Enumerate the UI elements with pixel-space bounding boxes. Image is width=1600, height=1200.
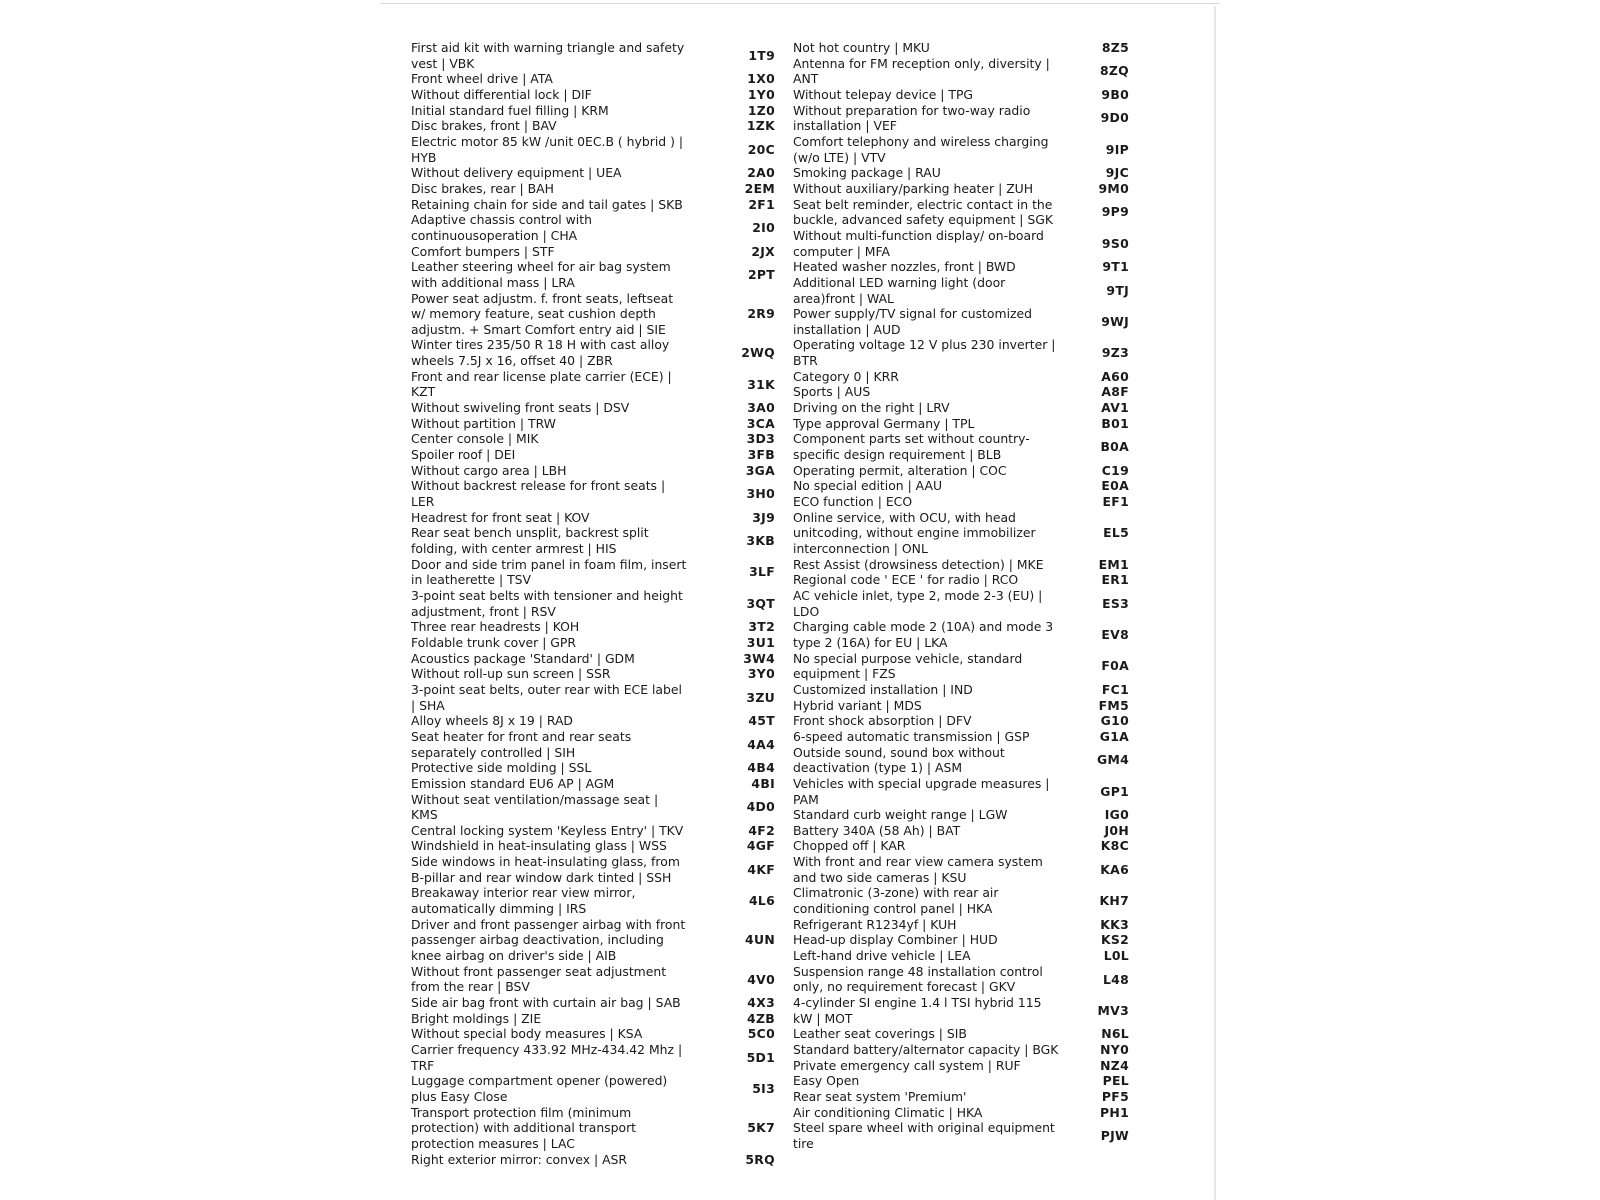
equipment-entry [411, 823, 783, 839]
equipment-entry [793, 588, 1181, 619]
equipment-entry [411, 619, 783, 635]
equipment-description: Operating voltage 12 V plus 230 inverter | BTR [793, 337, 1056, 369]
equipment-code: 5I3 [752, 1081, 775, 1097]
equipment-description: Without preparation for two-way radio installation | VEF [793, 102, 1031, 134]
equipment-entry [793, 838, 1181, 854]
equipment-entry [411, 557, 783, 588]
equipment-code: PJW [1100, 1128, 1129, 1144]
equipment-entry [793, 1026, 1181, 1042]
equipment-description: Bright moldings | ZIE [411, 1010, 542, 1026]
left-column [411, 40, 783, 1167]
equipment-code: A60 [1101, 368, 1129, 384]
equipment-entry [793, 431, 1181, 462]
equipment-description: Suspension range 48 installation control only, no requirement forecast | GKV [793, 963, 1043, 995]
equipment-code: 3D3 [746, 431, 775, 447]
equipment-description: Not hot country | MKU [793, 40, 930, 55]
equipment-entry [411, 337, 783, 368]
equipment-entry [411, 1042, 783, 1073]
equipment-entry [793, 948, 1181, 964]
equipment-description: Side windows in heat-insulating glass, from B-pillar and rear window dark tinted | SSH [411, 854, 680, 885]
equipment-description: Leather steering wheel for air bag system with additional mass | LRA [411, 259, 671, 290]
equipment-entry [411, 103, 783, 119]
equipment-code: C19 [1101, 462, 1129, 478]
equipment-code: 1ZK [746, 118, 775, 134]
equipment-entry [411, 291, 783, 338]
equipment-code: 3GA [745, 462, 775, 478]
equipment-entry [411, 463, 783, 479]
equipment-code: L48 [1102, 971, 1129, 987]
equipment-code: F0A [1101, 658, 1129, 674]
equipment-code: 3A0 [747, 400, 775, 416]
equipment-description: Windshield in heat-insulating glass | WSS [411, 838, 667, 854]
equipment-entry [793, 400, 1181, 416]
equipment-description: Type approval Germany | TPL [793, 415, 975, 431]
equipment-code: 4V0 [747, 971, 775, 987]
equipment-description: Without cargo area | LBH [411, 462, 567, 478]
equipment-description: Component parts set without country-specific design requirement | BLB [793, 431, 1030, 463]
equipment-code: PEL [1102, 1073, 1129, 1089]
equipment-code: 5C0 [747, 1026, 775, 1042]
equipment-description: 6-speed automatic transmission | GSP [793, 728, 1030, 744]
equipment-entry [411, 917, 783, 964]
equipment-entry [793, 729, 1181, 745]
equipment-description: Retaining chain for side and tail gates | SKB [411, 196, 683, 212]
equipment-entry [793, 165, 1181, 181]
equipment-entry [411, 885, 783, 916]
equipment-entry [411, 792, 783, 823]
equipment-description: Breakaway interior rear view mirror, automatically dimming | IRS [411, 885, 636, 917]
equipment-entry [793, 228, 1181, 259]
equipment-entry [793, 1089, 1181, 1105]
equipment-code: 5D1 [746, 1049, 775, 1065]
equipment-entry [411, 760, 783, 776]
equipment-code: 3CA [746, 415, 775, 431]
equipment-entry [793, 776, 1181, 807]
equipment-description: Power supply/TV signal for customized installation | AUD [793, 306, 1033, 337]
equipment-description: Climatronic (3-zone) with rear air conditioning control panel | HKA [793, 885, 999, 917]
equipment-entry [793, 1105, 1181, 1121]
equipment-description: Comfort bumpers | STF [411, 243, 555, 259]
equipment-entry [793, 572, 1181, 588]
equipment-description: Easy Open [793, 1073, 860, 1089]
equipment-code: KS2 [1100, 932, 1129, 948]
equipment-entry [793, 463, 1181, 479]
equipment-description: Electric motor 85 kW /unit 0EC.B ( hybrid ) | HYB [411, 133, 684, 165]
equipment-code: 4X3 [747, 995, 775, 1011]
equipment-entry [793, 103, 1181, 134]
equipment-code: 4BI [751, 775, 775, 791]
equipment-code: 3J9 [752, 509, 775, 525]
equipment-entry [411, 244, 783, 260]
equipment-entry [411, 854, 783, 885]
equipment-entry [411, 447, 783, 463]
equipment-description: Left-hand drive vehicle | LEA [793, 948, 971, 964]
equipment-entry [411, 1073, 783, 1104]
page-top-edge [380, 3, 1220, 4]
equipment-entry [411, 181, 783, 197]
equipment-description: Comfort telephony and wireless charging (w/o LTE) | VTV [793, 133, 1049, 165]
equipment-description: Outside sound, sound box without deactivation (type 1) | ASM [793, 744, 1005, 776]
equipment-code: 9Z3 [1101, 345, 1129, 361]
equipment-code: 1T9 [748, 47, 775, 63]
equipment-code: KA6 [1100, 861, 1129, 877]
equipment-code: GP1 [1100, 783, 1129, 799]
equipment-code: AV1 [1101, 400, 1129, 416]
equipment-code: 2A0 [747, 165, 775, 181]
equipment-code: A8F [1101, 384, 1129, 400]
equipment-description: Acoustics package 'Standard' | GDM [411, 650, 635, 666]
equipment-code: 3U1 [746, 634, 775, 650]
equipment-description: First aid kit with warning triangle and safety vest | VBK [411, 40, 685, 71]
equipment-entry [793, 478, 1181, 494]
equipment-entry [411, 134, 783, 165]
equipment-description: Antenna for FM reception only, diversity | ANT [793, 55, 1050, 87]
equipment-description: Without delivery equipment | UEA [411, 165, 622, 181]
equipment-description: Winter tires 235/50 R 18 H with cast alloy wheels 7.5J x 16, offset 40 | ZBR [411, 337, 670, 369]
equipment-code: 4GF [746, 838, 775, 854]
equipment-entry [411, 666, 783, 682]
equipment-description: Initial standard fuel filling | KRM [411, 102, 609, 118]
equipment-entry [793, 416, 1181, 432]
equipment-description: Driving on the right | LRV [793, 400, 950, 416]
equipment-description: Sports | AUS [793, 384, 871, 400]
right-column [793, 40, 1181, 1152]
equipment-code: 3T2 [748, 619, 775, 635]
equipment-description: Hybrid variant | MDS [793, 697, 922, 713]
equipment-description: Front shock absorption | DFV [793, 713, 972, 729]
equipment-description: Side air bag front with curtain air bag | SAB [411, 995, 681, 1011]
equipment-description: Luggage compartment opener (powered) plus Easy Close [411, 1073, 668, 1104]
equipment-code: G10 [1100, 713, 1129, 729]
equipment-code: KK3 [1100, 916, 1129, 932]
equipment-code: E0A [1101, 478, 1129, 494]
equipment-code: 1Z0 [747, 102, 775, 118]
equipment-code: ER1 [1101, 572, 1129, 588]
equipment-entry [793, 369, 1181, 385]
equipment-description: Central locking system 'Keyless Entry' | TKV [411, 822, 684, 838]
equipment-entry [793, 854, 1181, 885]
equipment-description: Rear seat system 'Premium' [793, 1088, 967, 1104]
equipment-code: 4ZB [747, 1010, 775, 1026]
equipment-entry [411, 588, 783, 619]
equipment-entry [411, 369, 783, 400]
equipment-entry [793, 885, 1181, 916]
equipment-description: Power seat adjustm. f. front seats, leftseat w/ memory feature, seat cushion depth adjustm. + Smart Comfort entry aid | SIE [411, 290, 674, 337]
equipment-entry [411, 1105, 783, 1152]
equipment-code: PH1 [1100, 1104, 1129, 1120]
equipment-description: Without swiveling front seats | DSV [411, 400, 630, 416]
equipment-description: Adaptive chassis control with continuousoperation | CHA [411, 212, 592, 243]
equipment-code: 3KB [746, 533, 775, 549]
equipment-description: Carrier frequency 433.92 MHz-434.42 Mhz | TRF [411, 1042, 683, 1073]
equipment-description: Regional code ' ECE ' for radio | RCO [793, 572, 1019, 588]
equipment-entry [411, 682, 783, 713]
equipment-description: Online service, with OCU, with head unitcoding, without engine immobilizer interconnection | ONL [793, 509, 1036, 556]
equipment-code: 9D0 [1100, 110, 1129, 126]
equipment-entry [793, 494, 1181, 510]
equipment-entry [793, 713, 1181, 729]
equipment-entry [411, 510, 783, 526]
equipment-code: 9M0 [1098, 180, 1129, 196]
equipment-description: Right exterior mirror: convex | ASR [411, 1151, 628, 1167]
equipment-description: Disc brakes, rear | BAH [411, 180, 554, 196]
equipment-code: 2EM [744, 180, 775, 196]
equipment-code: 45T [748, 713, 775, 729]
page-right-edge [1214, 6, 1216, 1200]
equipment-code: 2JX [751, 243, 775, 259]
equipment-entry [793, 259, 1181, 275]
equipment-description: Emission standard EU6 AP | AGM [411, 775, 615, 791]
equipment-description: 4-cylinder SI engine 1.4 l TSI hybrid 115 kW | MOT [793, 995, 1042, 1026]
equipment-code: G1A [1099, 728, 1129, 744]
equipment-description: Without seat ventilation/massage seat | KMS [411, 791, 659, 823]
equipment-entry [411, 165, 783, 181]
equipment-entry [411, 71, 783, 87]
equipment-code: EV8 [1101, 627, 1129, 643]
equipment-code: 8Z5 [1101, 40, 1129, 55]
equipment-description: Spoiler roof | DEI [411, 447, 516, 463]
equipment-description: Charging cable mode 2 (10A) and mode 3 type 2 (16A) for EU | LKA [793, 619, 1054, 650]
equipment-entry [411, 400, 783, 416]
equipment-description: Foldable trunk cover | GPR [411, 634, 576, 650]
equipment-description: Without roll-up sun screen | SSR [411, 666, 611, 682]
equipment-entry [793, 651, 1181, 682]
equipment-code: EL5 [1103, 525, 1129, 541]
equipment-code: GM4 [1096, 752, 1129, 768]
equipment-entry [793, 87, 1181, 103]
equipment-entry [411, 964, 783, 995]
equipment-description: Without backrest release for front seats | LER [411, 478, 666, 510]
equipment-code: 4D0 [746, 799, 775, 815]
equipment-code: 2WQ [741, 345, 775, 361]
equipment-description: Seat belt reminder, electric contact in the buckle, advanced safety equipment | SGK [793, 196, 1053, 228]
equipment-entry [793, 995, 1181, 1026]
equipment-code: KH7 [1099, 893, 1129, 909]
equipment-code: 9T1 [1102, 259, 1129, 275]
equipment-description: Center console | MIK [411, 431, 539, 447]
equipment-description: Three rear headrests | KOH [411, 619, 580, 635]
equipment-description: Head-up display Combiner | HUD [793, 932, 998, 948]
equipment-description: Headrest for front seat | KOV [411, 509, 590, 525]
equipment-entry [793, 134, 1181, 165]
equipment-entry [793, 510, 1181, 557]
equipment-entry [411, 1152, 783, 1168]
equipment-description: Rest Assist (drowsiness detection) | MKE [793, 556, 1044, 572]
equipment-description: Private emergency call system | RUF [793, 1057, 1021, 1073]
equipment-description: AC vehicle inlet, type 2, mode 2-3 (EU) | LDO [793, 587, 1043, 619]
equipment-description: Heated washer nozzles, front | BWD [793, 259, 1016, 275]
equipment-code: 4B4 [747, 760, 775, 776]
equipment-entry [411, 40, 783, 71]
equipment-code: 1X0 [747, 71, 775, 87]
equipment-description: Without multi-function display/ on-board computer | MFA [793, 227, 1044, 259]
equipment-description: Standard battery/alternator capacity | BGK [793, 1042, 1059, 1057]
equipment-description: Leather seat coverings | SIB [793, 1026, 967, 1042]
equipment-code: PF5 [1101, 1088, 1129, 1104]
equipment-description: Battery 340A (58 Ah) | BAT [793, 822, 961, 838]
equipment-code: 3H0 [746, 486, 775, 502]
equipment-entry [411, 713, 783, 729]
equipment-entry [411, 212, 783, 243]
equipment-description: Standard curb weight range | LGW [793, 807, 1008, 823]
equipment-code: 2F1 [748, 196, 775, 212]
equipment-code: 9P9 [1101, 204, 1129, 220]
equipment-entry [793, 1073, 1181, 1089]
equipment-entry [411, 431, 783, 447]
equipment-description: Operating permit, alteration | COC [793, 462, 1007, 478]
equipment-code: 9IP [1105, 141, 1129, 157]
equipment-code: 3ZU [746, 689, 775, 705]
equipment-code: 3W4 [743, 650, 775, 666]
equipment-code: EM1 [1098, 556, 1129, 572]
equipment-description: Door and side trim panel in foam film, insert in leatherette | TSV [411, 556, 687, 588]
equipment-description: Additional LED warning light (door area)front | WAL [793, 274, 1006, 306]
equipment-entry [793, 964, 1181, 995]
equipment-code: EF1 [1102, 494, 1129, 510]
equipment-code: 5RQ [745, 1151, 775, 1167]
equipment-code: 9TJ [1106, 282, 1129, 298]
equipment-entry [793, 807, 1181, 823]
equipment-description: Disc brakes, front | BAV [411, 118, 557, 134]
equipment-entry [793, 337, 1181, 368]
equipment-description: With front and rear view camera system and two side cameras | KSU [793, 854, 1043, 885]
equipment-entry [793, 197, 1181, 228]
equipment-entry [411, 1011, 783, 1027]
equipment-code: ES3 [1102, 595, 1129, 611]
equipment-code: 2PT [747, 267, 775, 283]
equipment-code: 3FB [747, 447, 775, 463]
equipment-description: Vehicles with special upgrade measures | PAM [793, 775, 1050, 807]
equipment-entry [411, 838, 783, 854]
equipment-entry [793, 557, 1181, 573]
equipment-description: Air conditioning Climatic | HKA [793, 1104, 983, 1120]
equipment-description: Category 0 | KRR [793, 368, 899, 384]
equipment-description: Front wheel drive | ATA [411, 71, 553, 87]
equipment-entry [793, 823, 1181, 839]
equipment-entry [411, 416, 783, 432]
equipment-description: Smoking package | RAU [793, 165, 941, 181]
equipment-code: 5K7 [747, 1120, 775, 1136]
equipment-code: 9S0 [1101, 235, 1129, 251]
equipment-description: Rear seat bench unsplit, backrest split folding, with center armrest | HIS [411, 525, 649, 556]
equipment-code: 3LF [749, 564, 775, 580]
equipment-entry [793, 932, 1181, 948]
equipment-entry [793, 619, 1181, 650]
equipment-description: Without auxiliary/parking heater | ZUH [793, 180, 1034, 196]
equipment-entry [411, 729, 783, 760]
equipment-entry [793, 56, 1181, 87]
equipment-entry [411, 259, 783, 290]
equipment-entry [793, 40, 1181, 56]
equipment-code: 2R9 [747, 306, 775, 322]
equipment-code: NZ4 [1100, 1057, 1129, 1073]
equipment-entry [411, 995, 783, 1011]
equipment-entry [793, 682, 1181, 698]
equipment-code: 9JC [1105, 165, 1129, 181]
equipment-code: 2I0 [752, 220, 775, 236]
equipment-code: 4KF [747, 861, 775, 877]
equipment-code: 20C [747, 141, 775, 157]
equipment-code: 8ZQ [1099, 63, 1129, 79]
equipment-code: N6L [1101, 1026, 1129, 1042]
equipment-code: MV3 [1097, 1002, 1129, 1018]
equipment-code: L0L [1103, 948, 1129, 964]
equipment-description: Driver and front passenger airbag with front passenger airbag deactivation, including knee airbag on driver's side | AIB [411, 916, 686, 964]
equipment-code: 3QT [746, 595, 775, 611]
equipment-description: Alloy wheels 8J x 19 | RAD [411, 713, 573, 729]
equipment-entry [411, 197, 783, 213]
equipment-code: 9B0 [1101, 86, 1129, 102]
equipment-entry [411, 525, 783, 556]
equipment-description: Protective side molding | SSL [411, 760, 592, 776]
equipment-code: 4F2 [748, 822, 775, 838]
equipment-description: Seat heater for front and rear seats separately controlled | SIH [411, 728, 632, 760]
equipment-code: K8C [1100, 838, 1129, 854]
equipment-entry [411, 776, 783, 792]
equipment-entry [793, 745, 1181, 776]
equipment-code: IG0 [1104, 807, 1129, 823]
equipment-entry [793, 384, 1181, 400]
equipment-description: Customized installation | IND [793, 681, 973, 697]
equipment-description: No special edition | AAU [793, 478, 943, 494]
equipment-entry [793, 275, 1181, 306]
equipment-description: ECO function | ECO [793, 494, 913, 510]
equipment-entry [793, 1042, 1181, 1058]
equipment-entry [793, 698, 1181, 714]
equipment-code: B0A [1100, 439, 1129, 455]
equipment-description: Front and rear license plate carrier (ECE) | KZT [411, 368, 672, 400]
equipment-entry [411, 87, 783, 103]
equipment-code: FC1 [1101, 681, 1129, 697]
equipment-code: 4UN [745, 932, 775, 948]
equipment-description: Without differential lock | DIF [411, 86, 592, 102]
equipment-entry [793, 1120, 1181, 1151]
equipment-description: No special purpose vehicle, standard equipment | FZS [793, 650, 1023, 682]
equipment-description: Without partition | TRW [411, 415, 556, 431]
equipment-description: Steel spare wheel with original equipment tire [793, 1120, 1055, 1151]
equipment-description: Chopped off | KAR [793, 838, 906, 854]
equipment-code: B01 [1101, 415, 1129, 431]
equipment-code: 1Y0 [747, 86, 775, 102]
equipment-entry [793, 181, 1181, 197]
equipment-description: 3-point seat belts, outer rear with ECE label | SHA [411, 681, 682, 713]
equipment-code: 4A4 [747, 736, 775, 752]
equipment-code: FM5 [1098, 697, 1129, 713]
equipment-entry [411, 478, 783, 509]
equipment-description: Without front passenger seat adjustment from the rear | BSV [411, 963, 667, 995]
equipment-entry [411, 1026, 783, 1042]
equipment-description: Transport protection film (minimum protection) with additional transport protection measures | LAC [411, 1104, 637, 1151]
equipment-code: 4L6 [748, 893, 775, 909]
equipment-description: Without telepay device | TPG [793, 86, 974, 102]
equipment-code: NY0 [1100, 1042, 1129, 1057]
equipment-entry [411, 118, 783, 134]
equipment-entry [793, 1058, 1181, 1074]
equipment-description: 3-point seat belts with tensioner and height adjustment, front | RSV [411, 587, 683, 619]
equipment-entry [411, 635, 783, 651]
equipment-entry [793, 917, 1181, 933]
equipment-code: J0H [1104, 822, 1129, 838]
equipment-description: Without special body measures | KSA [411, 1026, 643, 1042]
equipment-entry [411, 651, 783, 667]
equipment-code: 3Y0 [747, 666, 775, 682]
equipment-description: Refrigerant R1234yf | KUH [793, 916, 957, 932]
equipment-code: 31K [747, 376, 775, 392]
equipment-entry [793, 306, 1181, 337]
equipment-code: 9WJ [1101, 313, 1129, 329]
